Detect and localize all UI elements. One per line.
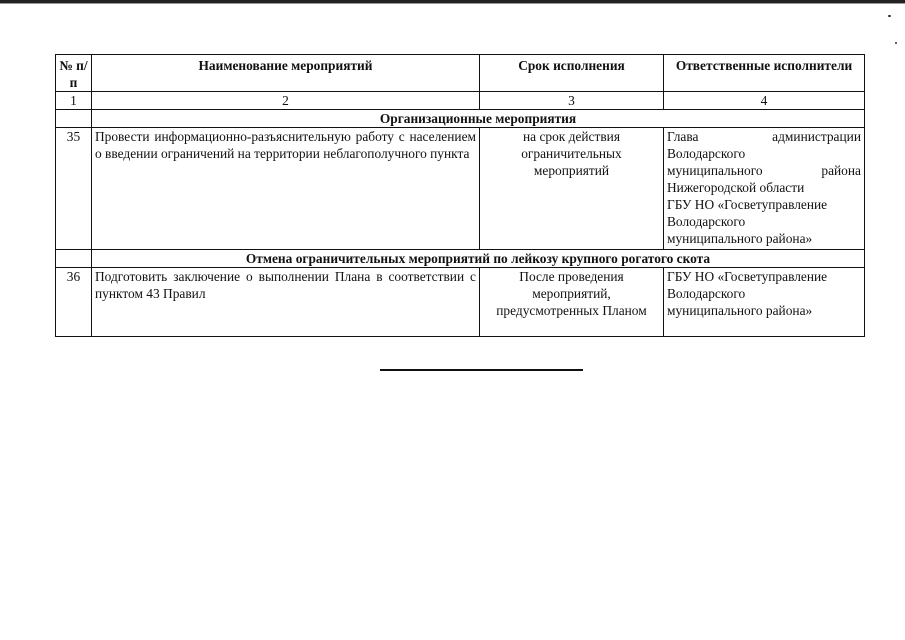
section-empty-cell [56, 110, 92, 128]
deadline-cell [480, 128, 664, 250]
responsible-line: Володарского [667, 146, 746, 161]
scan-speck [888, 15, 891, 17]
deadline-line: предусмотренных Планом [496, 303, 647, 318]
deadline-line: на срок действия [522, 129, 620, 144]
responsible-line: Нижегородской области [667, 180, 805, 195]
row-number: 36 [56, 268, 92, 337]
responsible-line: муниципального района» [667, 303, 813, 318]
scan-top-edge-shadow [0, 3, 905, 4]
deadline-line: После проведения [519, 269, 624, 284]
section-header-row [56, 250, 865, 268]
column-number-cell: 2 [92, 92, 480, 110]
responsible-cell [664, 268, 865, 337]
section-empty-cell [56, 250, 92, 268]
responsible-line: Володарского [667, 214, 746, 229]
row-number: 35 [56, 128, 92, 250]
column-header-name: Наименование мероприятий [92, 55, 480, 92]
responsible-line: Глава администрации [667, 129, 861, 144]
document-end-rule [380, 369, 583, 371]
section-title: Организационные мероприятия [92, 110, 865, 128]
column-header-responsible: Ответственные исполнители [664, 55, 865, 92]
activity-name: Подготовить заключение о выполнении Плана в соответствии с пунктом 43 Правил [92, 268, 480, 337]
table-row [56, 128, 865, 250]
responsible-line: муниципального района» [667, 231, 813, 246]
plan-table [55, 54, 865, 337]
table-row [56, 268, 865, 337]
section-header-row [56, 110, 865, 128]
responsible-line: Володарского [667, 286, 746, 301]
responsible-line: ГБУ НО «Госветуправление [667, 269, 828, 284]
section-title: Отмена ограничительных мероприятий по лейкозу крупного рогатого скота [92, 250, 865, 268]
column-numbers-row [56, 92, 865, 110]
responsible-line: муниципального района [667, 163, 861, 178]
table-header-row [56, 55, 865, 92]
deadline-cell [480, 268, 664, 337]
column-header-deadline: Срок исполнения [480, 55, 664, 92]
column-number-cell: 4 [664, 92, 865, 110]
column-number-cell: 1 [56, 92, 92, 110]
scan-speck [895, 42, 897, 44]
deadline-line: мероприятий [533, 163, 610, 178]
activity-name: Провести информационно-разъяснительную работу с населением о введении ограничений на территории неблагополучного пункта [92, 128, 480, 250]
responsible-line: ГБУ НО «Госветуправление [667, 197, 828, 212]
deadline-line: мероприятий, [532, 286, 611, 301]
responsible-cell [664, 128, 865, 250]
column-header-number: № п/п [56, 55, 92, 92]
column-number-cell: 3 [480, 92, 664, 110]
deadline-line: ограничительных [521, 146, 622, 161]
